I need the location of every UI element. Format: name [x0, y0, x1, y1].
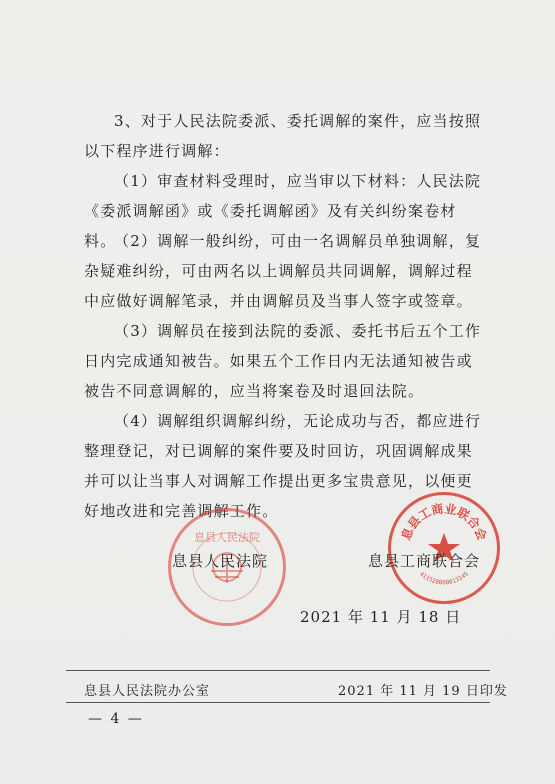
paragraph-item-1: （1）审查材料受理时，应当审以下材料：人民法院《委派调解函》或《委托调解函》及有关纠纷案卷材料。 [84, 172, 482, 250]
footer-office: 息县人民法院办公室 [84, 684, 211, 699]
svg-text:息县人民法院: 息县人民法院 [194, 531, 260, 544]
svg-text:息县工商业联合会: 息县工商业联合会 [398, 501, 490, 543]
federation-seal [388, 492, 500, 604]
paragraph-item-3: （3）调解员在接到法院的委派、委托书后五个工作日内完成通知被告。如果五个工作日内无法通知被告或被告不同意调解的，应当将案卷及时退回法院。 [84, 322, 482, 400]
paragraph-item-4: （4）调解组织调解纠纷，无论成功与否，都应进行整理登记，对已调解的案件要及时回访，巩固调解成果并可以让当事人对调解工作提出更多宝贵意见，以便更好地改进和完善调解工作。 [84, 412, 482, 520]
svg-text:411528000013145: 411528000013145 [418, 570, 470, 587]
page-number: — 4 — [88, 711, 144, 727]
footer-rule-bottom [66, 702, 490, 703]
paragraph-item-2: （2）调解一般纠纷，可由一名调解员单独调解，复杂疑难纠纷，可由两名以上调解员共同调解，调解过程中应做好调解笔录，并由调解员及当事人签字或签章。 [84, 232, 482, 310]
signature-court: 息县人民法院 [172, 552, 269, 570]
footer-print-date: 2021 年 11 月 19 日印发 [338, 684, 508, 699]
paragraph-procedure-intro: 3、对于人民法院委派、委托调解的案件，应当按照以下程序进行调解： [84, 112, 482, 160]
signature-federation: 息县工商联合会 [368, 552, 481, 570]
federation-seal-graphic [391, 495, 497, 601]
footer-rule-top [66, 670, 490, 671]
issue-date: 2021 年 11 月 18 日 [300, 608, 462, 626]
